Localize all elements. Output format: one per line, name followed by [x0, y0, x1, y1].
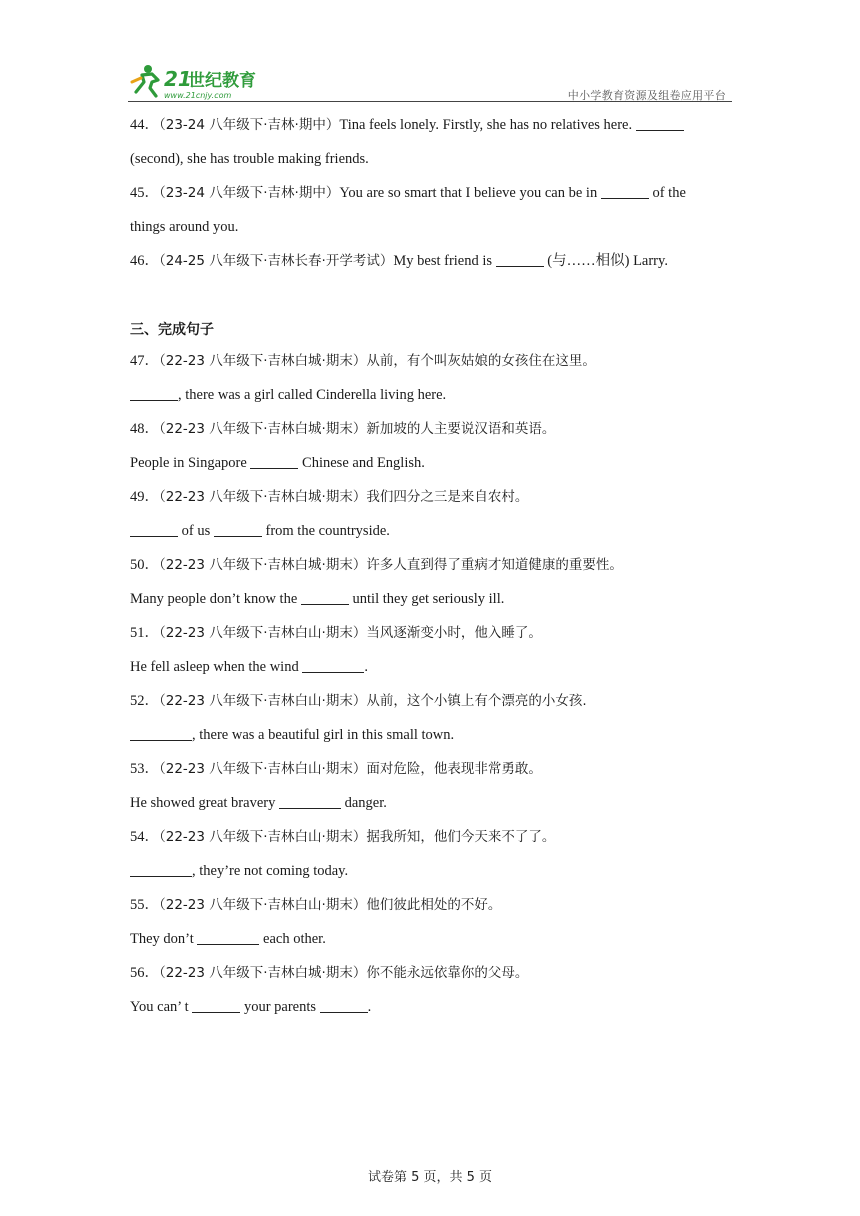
answer-blank[interactable] — [197, 930, 259, 945]
answer-blank[interactable] — [601, 184, 649, 199]
question-51: 51．（22-23 八年级下·吉林白山·期末）当风逐渐变小时，他入睡了。 — [130, 625, 542, 641]
answer-blank[interactable] — [130, 522, 178, 537]
answer-blank[interactable] — [192, 998, 240, 1013]
answer-blank[interactable] — [130, 386, 178, 401]
question-44-line2: (second), she has trouble making friends. — [130, 151, 369, 167]
question-55: 55．（22-23 八年级下·吉林白山·期末）他们彼此相处的不好。 — [130, 897, 502, 913]
question-45: 45．（23-24 八年级下·吉林·期中）You are so smart that I believe you can be in of the — [130, 185, 686, 201]
logo — [128, 62, 278, 102]
question-50-answer: Many people don’t know the until they get seriously ill. — [130, 591, 505, 607]
answer-blank[interactable] — [130, 862, 192, 877]
question-49: 49．（22-23 八年级下·吉林白城·期末）我们四分之三是来自农村。 — [130, 489, 529, 505]
question-53-answer: He showed great bravery danger. — [130, 795, 387, 811]
question-56: 56．（22-23 八年级下·吉林白城·期末）你不能永远依靠你的父母。 — [130, 965, 529, 981]
section-title: 三、完成句子 — [130, 322, 214, 338]
answer-blank[interactable] — [302, 658, 364, 673]
platform-text: 中小学教育资源及组卷应用平台 — [567, 89, 726, 102]
question-50: 50．（22-23 八年级下·吉林白城·期末）许多人直到得了重病才知道健康的重要性。 — [130, 557, 623, 573]
answer-blank[interactable] — [320, 998, 368, 1013]
question-47: 47．（22-23 八年级下·吉林白城·期末）从前，有个叫灰姑娘的女孩住在这里。 — [130, 353, 596, 369]
question-44: 44．（23-24 八年级下·吉林·期中）Tina feels lonely. Firstly, she has no relatives here. — [130, 108, 730, 142]
svg-text:21: 21 — [164, 67, 192, 91]
answer-blank[interactable] — [279, 794, 341, 809]
svg-text:世纪教育: 世纪教育 — [188, 71, 256, 91]
question-54: 54．（22-23 八年级下·吉林白山·期末）据我所知，他们今天来不了了。 — [130, 829, 556, 845]
answer-blank[interactable] — [130, 726, 192, 741]
question-55-answer: They don’t each other. — [130, 931, 326, 947]
question-53: 53．（22-23 八年级下·吉林白山·期末）面对危险，他表现非常勇敢。 — [130, 761, 542, 777]
answer-blank[interactable] — [214, 522, 262, 537]
question-48: 48．（22-23 八年级下·吉林白城·期末）新加坡的人主要说汉语和英语。 — [130, 421, 556, 437]
runner-logo-icon — [128, 62, 278, 102]
question-52: 52．（22-23 八年级下·吉林白山·期末）从前，这个小镇上有个漂亮的小女孩. — [130, 693, 587, 709]
page-footer: 试卷第 5 页，共 5 页 — [367, 1170, 493, 1185]
question-45-line2: things around you. — [130, 219, 239, 235]
question-54-answer: , they’re not coming today. — [130, 854, 730, 888]
question-56-answer: You can’ t your parents . — [130, 999, 372, 1015]
page-content — [130, 108, 730, 1024]
answer-blank[interactable] — [496, 252, 544, 267]
question-46: 46．（24-25 八年级下·吉林长春·开学考试）My best friend is (与……相似) Larry. — [130, 253, 668, 269]
page-header — [128, 62, 732, 102]
question-47-answer: , there was a girl called Cinderella living here. — [130, 378, 730, 412]
svg-text:www.21cnjy.com: www.21cnjy.com — [164, 91, 232, 100]
question-49-answer: of us from the countryside. — [130, 514, 730, 548]
question-48-answer: People in Singapore Chinese and English. — [130, 455, 425, 471]
answer-blank[interactable] — [636, 116, 684, 131]
question-51-answer: He fell asleep when the wind . — [130, 659, 368, 675]
answer-blank[interactable] — [301, 590, 349, 605]
answer-blank[interactable] — [250, 454, 298, 469]
question-52-answer: , there was a beautiful girl in this small town. — [130, 718, 730, 752]
header-rule — [128, 101, 732, 102]
